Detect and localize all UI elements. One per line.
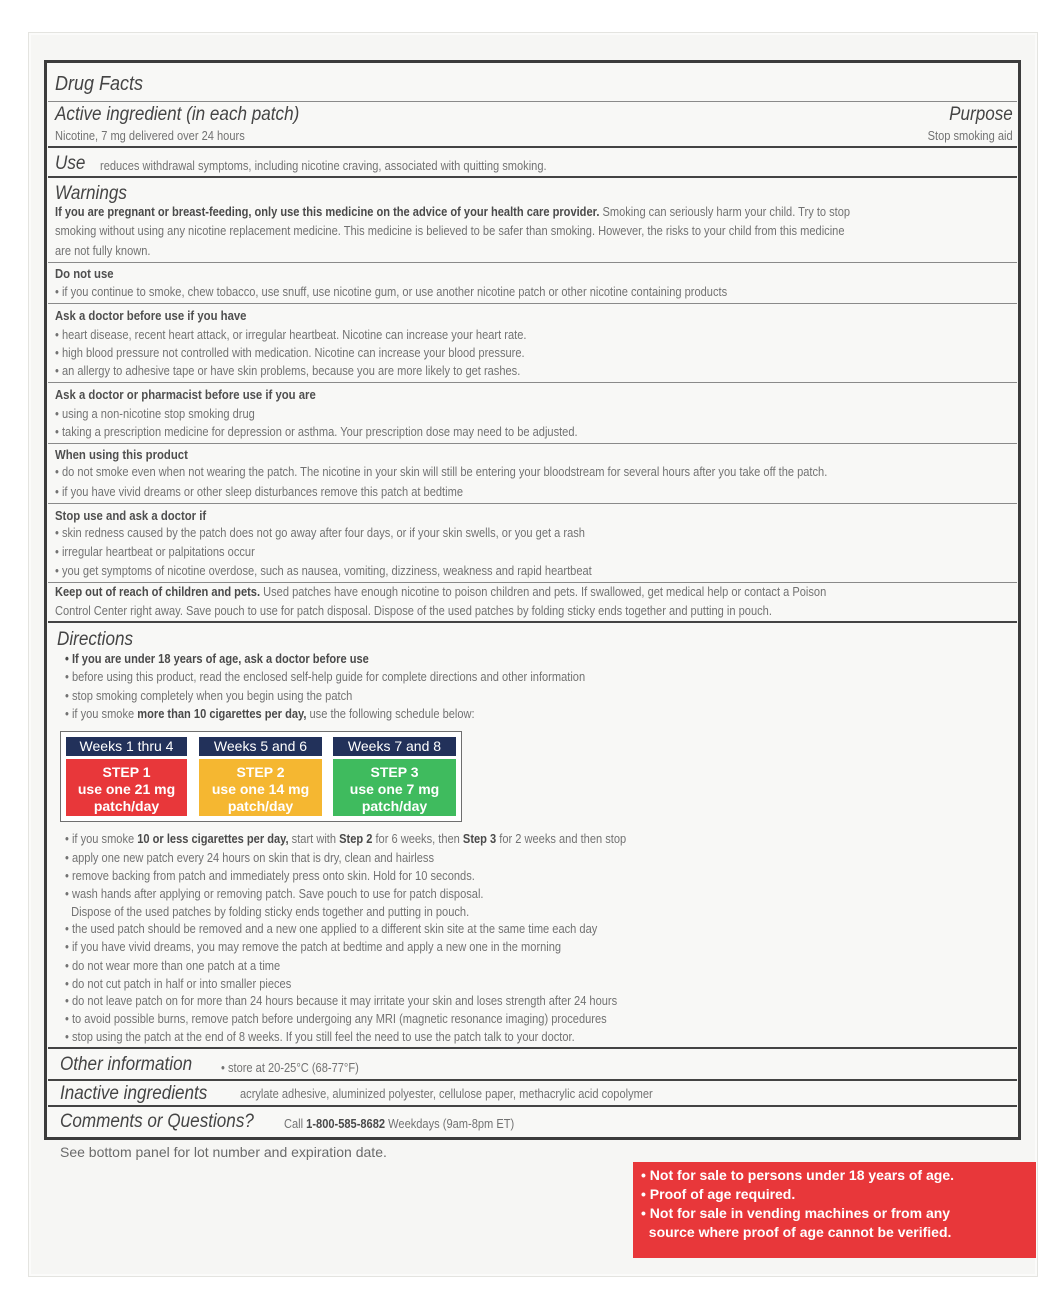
step-label: STEP 2 [236, 764, 285, 780]
step-label: STEP 3 [370, 764, 419, 780]
ask-doctor-heading: Ask a doctor before use if you have [55, 309, 247, 323]
pregnant-warning: If you are pregnant or breast-feeding, only use this medicine on the advice of your health care provider. Smoking can seriously harm your child. Try to stop [55, 205, 851, 219]
pregnant-warning-line2: smoking without using any nicotine replacement medicine. This medicine is believed to be safer than smoking. However, the risks to your child from this medicine [55, 224, 845, 238]
step-dose-unit: patch/day [361, 798, 428, 814]
section-divider [48, 621, 1017, 623]
directions-item: • if you have vivid dreams, you may remove the patch at bedtime and apply a new one in the morning [65, 940, 562, 954]
inactive-ingredients-heading: Inactive ingredients [60, 1083, 208, 1104]
age-warning-line: • Not for sale to persons under 18 years of age. [641, 1167, 954, 1183]
use-text: reduces withdrawal symptoms, including nicotine craving, associated with quitting smoking. [100, 159, 547, 173]
directions-item: • to avoid possible burns, remove patch before undergoing any MRI (magnetic resonance imaging) procedures [65, 1012, 607, 1026]
directions-item: • do not leave patch on for more than 24 hours because it may irritate your skin and loses strength after 24 hours [65, 994, 618, 1008]
directions-item: • do not wear more than one patch at a time [65, 959, 281, 973]
drug-facts-title: Drug Facts [55, 73, 144, 95]
age-warning-line: • Not for sale in vending machines or from any [641, 1205, 951, 1221]
divider [48, 101, 1017, 102]
directions-item: • apply one new patch every 24 hours on skin that is dry, clean and hairless [65, 851, 434, 865]
stop-use-heading: Stop use and ask a doctor if [55, 509, 207, 523]
ask-doctor-item: • high blood pressure not controlled with medication. Nicotine can increase your blood pressure. [55, 346, 525, 360]
comments-contact: Call 1-800-585-8682 Weekdays (9am-8pm ET) [284, 1117, 515, 1131]
directions-item: Dispose of the used patches by folding sticky ends together and putting in pouch. [65, 905, 470, 919]
section-divider [48, 146, 1017, 148]
phone-number[interactable]: 1-800-585-8682 [306, 1117, 386, 1131]
use-heading: Use [55, 153, 86, 174]
other-info-heading: Other information [60, 1054, 193, 1075]
do-not-use-heading: Do not use [55, 267, 114, 281]
step-dose: use one 7 mg [349, 781, 440, 797]
stop-use-item: • you get symptoms of nicotine overdose, such as nausea, vomiting, dizziness, weakness and rapid heartbeat [55, 564, 592, 578]
directions-10-or-less: • if you smoke 10 or less cigarettes per day, start with Step 2 for 6 weeks, then Step 3 for 2 weeks and then stop [65, 832, 627, 846]
ask-pharmacist-item: • taking a prescription medicine for depression or asthma. Your prescription dose may need to be adjusted. [55, 425, 578, 439]
schedule-step-2 [199, 759, 322, 816]
keep-out-warning: Keep out of reach of children and pets. Used patches have enough nicotine to poison children and pets. If swallowed, get medical help or contact a Poison [55, 585, 827, 599]
section-divider [48, 1105, 1017, 1107]
directions-item: • before using this product, read the enclosed self-help guide for complete directions and other information [65, 670, 586, 684]
divider [48, 262, 1017, 263]
directions-under18: • If you are under 18 years of age, ask a doctor before use [65, 652, 369, 666]
when-using-item: • do not smoke even when not wearing the patch. The nicotine in your skin will still be entering your bloodstream for several hours after you take off the patch. [55, 465, 828, 479]
step-dose-unit: patch/day [227, 798, 294, 814]
schedule-weeks-1: Weeks 1 thru 4 [66, 737, 187, 756]
directions-item: • the used patch should be removed and a new one applied to a different skin site at the same time each day [65, 922, 598, 936]
purpose-heading: Purpose [949, 104, 1013, 125]
section-divider [48, 1047, 1017, 1049]
step-label: STEP 1 [102, 764, 151, 780]
directions-item: • stop using the patch at the end of 8 weeks. If you still feel the need to use the patch talk to your doctor. [65, 1030, 575, 1044]
step-dose: use one 21 mg [77, 781, 176, 797]
active-ingredient-heading: Active ingredient (in each patch) [55, 104, 300, 125]
schedule-step-1 [66, 759, 187, 816]
divider [48, 582, 1017, 583]
do-not-use-item: • if you continue to smoke, chew tobacco, use snuff, use nicotine gum, or use another nicotine patch or other nicotine containing products [55, 285, 728, 299]
stop-use-item: • skin redness caused by the patch does not go away after four days, or if your skin swells, or you get a rash [55, 526, 585, 540]
keep-out-warning-line2: Control Center right away. Save pouch to use for patch disposal. Dispose of the used patches by folding sticky ends together and putting in pouch. [55, 604, 772, 618]
pregnant-warning-line3: are not fully known. [55, 244, 151, 258]
purpose-text: Stop smoking aid [927, 129, 1013, 143]
section-divider [48, 1079, 1017, 1081]
directions-item: • stop smoking completely when you begin using the patch [65, 689, 353, 703]
section-divider [48, 176, 1017, 178]
divider [48, 443, 1017, 444]
stop-use-item: • irregular heartbeat or palpitations occur [55, 545, 255, 559]
age-warning-line: source where proof of age cannot be verified. [641, 1224, 952, 1240]
directions-more-than-10: • if you smoke more than 10 cigarettes per day, use the following schedule below: [65, 707, 475, 721]
age-restriction-box [633, 1162, 1036, 1258]
active-ingredient: Nicotine, 7 mg delivered over 24 hours [55, 129, 245, 143]
divider [48, 382, 1017, 383]
warnings-heading: Warnings [55, 183, 127, 204]
directions-item: • do not cut patch in half or into smaller pieces [65, 977, 292, 991]
ask-pharmacist-heading: Ask a doctor or pharmacist before use if you are [55, 388, 316, 402]
divider [48, 503, 1017, 504]
schedule-step-3 [333, 759, 456, 816]
step-dose-unit: patch/day [93, 798, 160, 814]
directions-item: • wash hands after applying or removing patch. Save pouch to use for patch disposal. [65, 887, 484, 901]
inactive-ingredients-text: acrylate adhesive, aluminized polyester, cellulose paper, methacrylic acid copolymer [240, 1087, 653, 1101]
when-using-heading: When using this product [55, 448, 188, 462]
ask-doctor-item: • an allergy to adhesive tape or have skin problems, because you are more likely to get rashes. [55, 364, 521, 378]
schedule-weeks-3: Weeks 7 and 8 [333, 737, 456, 756]
ask-doctor-item: • heart disease, recent heart attack, or irregular heartbeat. Nicotine can increase your heart rate. [55, 328, 527, 342]
ask-pharmacist-item: • using a non-nicotine stop smoking drug [55, 407, 255, 421]
other-info-text: • store at 20-25°C (68-77°F) [221, 1061, 359, 1075]
directions-heading: Directions [57, 629, 134, 650]
comments-heading: Comments or Questions? [60, 1111, 254, 1132]
lot-number-note: See bottom panel for lot number and expiration date. [60, 1144, 387, 1160]
directions-item: • remove backing from patch and immediately press onto skin. Hold for 10 seconds. [65, 869, 475, 883]
divider [48, 303, 1017, 304]
schedule-weeks-2: Weeks 5 and 6 [199, 737, 322, 756]
age-warning-line: • Proof of age required. [641, 1186, 796, 1202]
step-dose: use one 14 mg [211, 781, 310, 797]
dosage-schedule-table [60, 731, 462, 822]
when-using-item: • if you have vivid dreams or other sleep disturbances remove this patch at bedtime [55, 485, 463, 499]
